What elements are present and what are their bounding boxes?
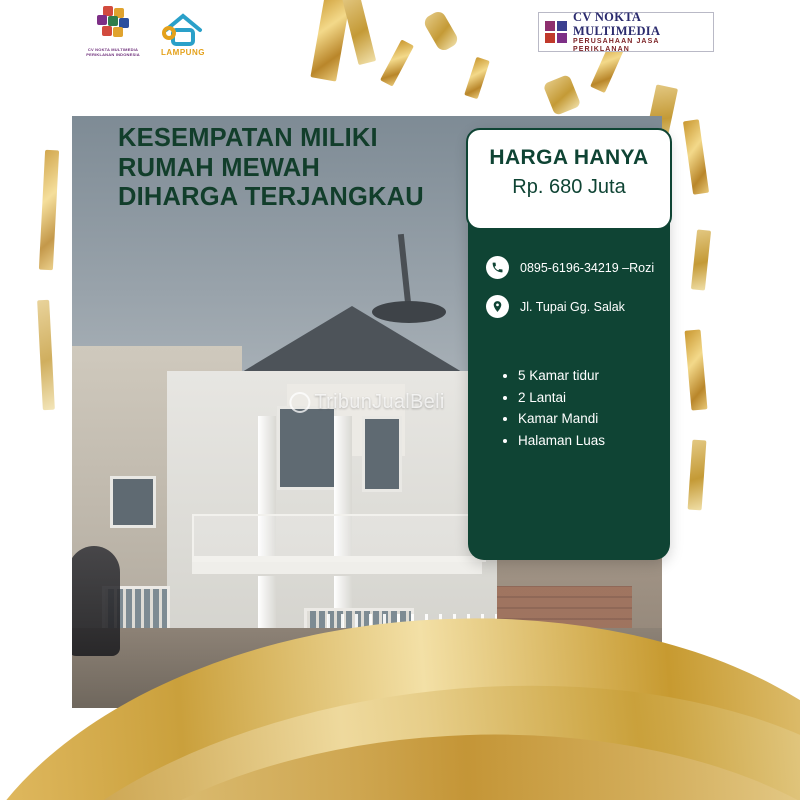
ribbon-decoration — [683, 119, 709, 195]
ribbon-decoration — [342, 0, 376, 65]
logo-right-group — [538, 9, 714, 54]
ribbon-decoration — [688, 440, 707, 511]
address-row[interactable] — [486, 295, 625, 318]
phone-number: 0895-6196-34219 –Rozi — [520, 260, 655, 275]
watermark-circle-icon — [289, 392, 310, 413]
headline-line-3: DIHARGA TERJANGKAU — [118, 183, 424, 212]
company-name: CV NOKTA MULTIMEDIA — [573, 9, 661, 38]
company-tagline: PERUSAHAAN JASA PERIKLANAN — [573, 38, 660, 54]
ribbon-decoration — [543, 74, 582, 116]
phone-row[interactable] — [486, 256, 654, 279]
cube-icon — [93, 6, 133, 44]
watermark-text: TribunJualBeli — [314, 391, 445, 413]
address-text: Jl. Tupai Gg. Salak — [520, 299, 625, 314]
ribbon-decoration — [685, 329, 708, 410]
price-title: HARGA HANYA — [489, 146, 649, 169]
headline-line-1: KESEMPATAN MILIKI — [118, 124, 378, 152]
map-pin-icon — [486, 295, 509, 318]
page-title — [118, 124, 458, 213]
list-item: • 5 Kamar tidur — [518, 366, 605, 387]
price-value: Rp. 680 Juta — [512, 176, 626, 198]
info-card — [468, 128, 670, 560]
upper-window — [362, 416, 402, 492]
ribbon-decoration — [422, 9, 460, 53]
list-item: • Kamar Mandi — [518, 409, 605, 430]
logo-left-caption: CV NOKTA MULTIMEDIA PERIKLANAN INDONESIA — [86, 47, 140, 58]
lampung-logo — [152, 6, 214, 57]
phone-icon — [486, 256, 509, 279]
lampung-label: LAMPUNG — [161, 48, 205, 57]
ribbon-decoration — [39, 150, 59, 271]
headline-line-2: RUMAH MEWAH — [118, 153, 320, 182]
logo-left-group — [86, 6, 216, 74]
price-box — [466, 128, 672, 230]
house-icon — [160, 10, 206, 46]
ribbon-decoration — [464, 57, 490, 99]
ribbon-decoration — [380, 39, 414, 86]
feature-list — [500, 366, 605, 452]
balcony-railing — [192, 514, 486, 562]
watermark — [289, 391, 444, 414]
list-item: • Halaman Luas — [518, 431, 605, 452]
side-window — [110, 476, 156, 528]
person-silhouette — [72, 546, 120, 656]
nokta-cube-logo — [86, 6, 140, 58]
list-item: • 2 Lantai — [518, 388, 605, 409]
brand-squares-icon — [545, 21, 567, 43]
upper-window — [277, 406, 337, 490]
ribbon-decoration — [691, 229, 711, 290]
ribbon-decoration — [37, 300, 55, 410]
